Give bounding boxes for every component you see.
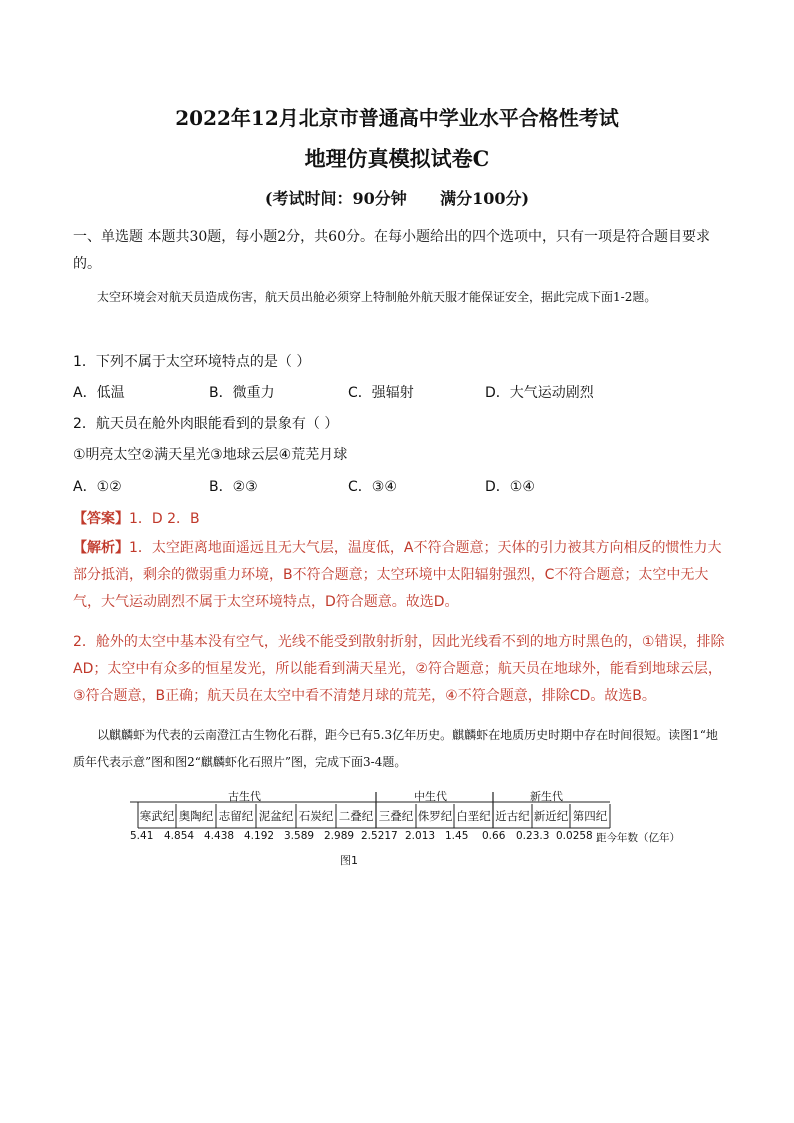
- period-cretaceous: 白垩纪: [456, 809, 491, 823]
- tick-label: 3.589: [284, 830, 315, 842]
- tick-label: 2.989: [324, 830, 355, 842]
- q1-option-c: C．强辐射: [348, 385, 414, 401]
- exam-info: (考试时间：90分钟 满分100分): [264, 189, 530, 208]
- geologic-time-figure: [118, 788, 718, 868]
- question-2-stem: 2．航天员在舱外肉眼能看到的景象有（ ）: [73, 416, 339, 432]
- analysis-paragraph-1: [73, 535, 728, 616]
- tick-label: 4.854: [164, 830, 195, 842]
- answer-text: 1．D 2．B: [129, 511, 200, 527]
- exam-title: 2022年12月北京市普通高中学业水平合格性考试: [175, 106, 619, 130]
- q2-option-a: A．①②: [73, 479, 122, 495]
- analysis-label: 【解析】: [73, 540, 129, 556]
- tick-label: 0.23.3: [516, 830, 550, 842]
- question-2-choices: ①明亮太空②满天星光③地球云层④荒芜月球: [73, 447, 348, 463]
- tick-label: 2.013: [405, 830, 436, 842]
- q2-option-b: B．②③: [209, 479, 258, 495]
- answer-line: [73, 508, 733, 528]
- answer-label: 【答案】: [73, 511, 129, 527]
- period-ordovician: 奥陶纪: [178, 809, 214, 823]
- section-instruction: 一、单选题 本题共30题，每小题2分，共60分。在每小题给出的四个选项中，只有一项是符合题目要求的。: [73, 229, 710, 272]
- period-neogene: 新近纪: [533, 809, 569, 823]
- era-cenozoic: 新生代: [530, 790, 563, 803]
- period-silurian: 志留纪: [218, 809, 254, 823]
- analysis-text-1: 1．太空距离地面遥远且无大气层，温度低，A不符合题意；天体的引力被其方向相反的惯性力大部分抵消，剩余的微弱重力环境，B不符合题意；太空环境中太阳辐射强烈，C不符合题意；太空中无大气，大气运动剧烈不属于太空环境特点，D符合题意。故选D。: [73, 540, 722, 610]
- period-carboniferous: 石炭纪: [298, 809, 334, 823]
- period-triassic: 三叠纪: [378, 809, 414, 823]
- q1-option-d: D．大气运动剧烈: [485, 385, 594, 401]
- tick-label: 4.438: [204, 830, 235, 842]
- axis-unit-label: 距今年数（亿年）: [596, 832, 680, 844]
- era-mesozoic: 中生代: [414, 790, 447, 803]
- period-paleogene: 近古纪: [495, 809, 530, 823]
- q2-option-c: C．③④: [348, 479, 397, 495]
- era-paleozoic: 古生代: [228, 790, 261, 803]
- q1-option-a: A．低温: [73, 385, 125, 401]
- period-cambrian: 寒武纪: [139, 809, 175, 823]
- period-jurassic: 侏罗纪: [417, 809, 453, 823]
- passage-1: 太空环境会对航天员造成伤害，航天员出舱必须穿上特制舱外航天服才能保证安全，据此完成下面1-2题。: [97, 290, 657, 304]
- q2-option-d: D．①④: [485, 479, 535, 495]
- tick-label: 5.41: [130, 830, 154, 842]
- analysis-paragraph-2: 2．舱外的太空中基本没有空气，光线不能受到散射折射，因此光线看不到的地方时黑色的，①错误，排除AD；太空中有众多的恒星发光，所以能看到满天星光，②符合题意；航天员在地球外，能看到地球云层，③符合题意，B正确；航天员在太空中看不清楚月球的荒芜，④不符合题意，排除CD。故选B。: [73, 634, 725, 704]
- exam-subtitle: 地理仿真模拟试卷C: [304, 146, 490, 171]
- period-devonian: 泥盆纪: [258, 809, 294, 823]
- q1-option-b: B．微重力: [209, 385, 275, 401]
- period-quaternary: 第四纪: [572, 809, 608, 823]
- passage-2: 以麒麟虾为代表的云南澄江古生物化石群，距今已有5.3亿年历史。麒麟虾在地质历史时期中存在时间很短。读图1“地质年代表示意”图和图2“麒麟虾化石照片”图，完成下面3-4题。: [73, 728, 718, 769]
- tick-label: 2.5217: [361, 830, 398, 842]
- figure-caption: 图1: [340, 854, 358, 867]
- tick-label: 0.66: [482, 830, 506, 842]
- tick-label: 0.0258: [556, 830, 593, 842]
- question-1-stem: 1．下列不属于太空环境特点的是（ ）: [73, 354, 311, 370]
- tick-label: 1.45: [445, 830, 469, 842]
- tick-label: 4.192: [244, 830, 275, 842]
- period-permian: 二叠纪: [338, 809, 374, 823]
